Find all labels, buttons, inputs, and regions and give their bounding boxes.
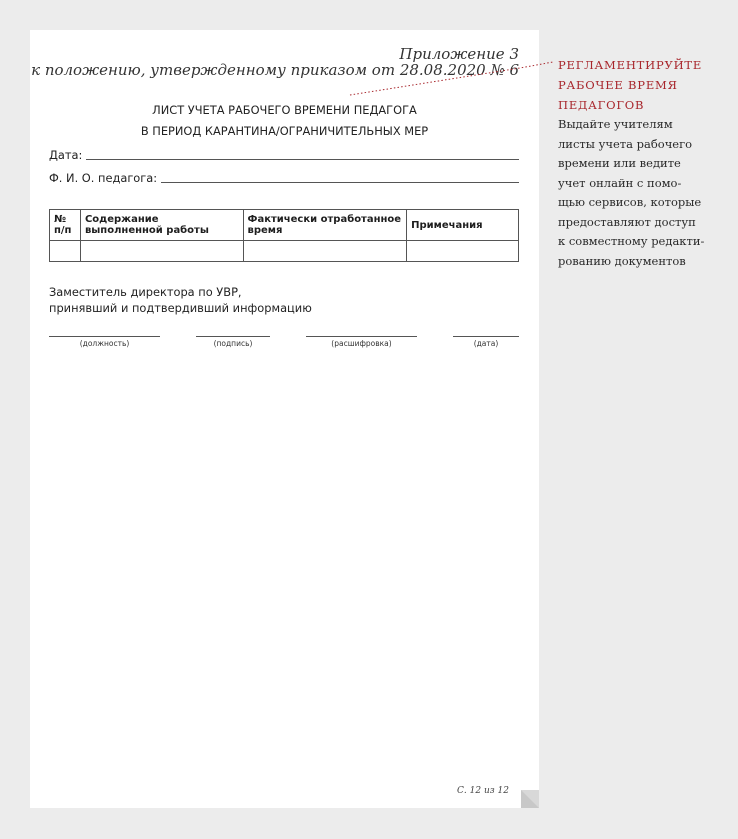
signoff-line-2: принявший и подтвердивший информацию xyxy=(49,301,312,315)
appendix-order: к положению, утвержденному приказом от 28.08.2020 № 6 xyxy=(31,61,519,79)
margin-note xyxy=(558,55,733,271)
note-body-line: времени или ведите xyxy=(558,156,681,170)
header-number: № п/п xyxy=(50,210,81,241)
header-work-content: Содержание выполненной работы xyxy=(80,210,243,241)
note-body-line: Выдайте учителям xyxy=(558,117,673,131)
note-body-line: предоставляют доступ xyxy=(558,214,696,229)
note-heading-line: ПЕДАГОГОВ xyxy=(558,98,645,112)
header-notes: Примечания xyxy=(407,210,519,241)
note-body-line: к совместному редакти- xyxy=(558,234,705,248)
title-line-2: В ПЕРИОД КАРАНТИНА/ОГРАНИЧИТЕЛЬНЫХ МЕР xyxy=(140,124,429,138)
page-number: С. 12 из 12 xyxy=(457,786,509,796)
signoff-line-1: Заместитель директора по УВР, xyxy=(49,285,242,299)
signature-caption: (должность) xyxy=(79,339,130,348)
note-heading xyxy=(558,55,733,115)
date-label: Дата: xyxy=(49,148,83,162)
note-heading-line: РЕГЛАМЕНТИРУЙТЕ xyxy=(558,58,703,72)
note-body-line: учет онлайн с помо- xyxy=(558,175,682,190)
signature-caption: (расшифровка) xyxy=(331,339,392,348)
signature-caption: (дата) xyxy=(473,339,499,348)
teacher-label: Ф. И. О. педагога: xyxy=(49,171,158,185)
note-body-line: щью сервисов, которые xyxy=(558,195,702,209)
note-heading-line: РАБОЧЕЕ ВРЕМЯ xyxy=(558,78,678,92)
note-body xyxy=(558,115,733,271)
appendix-number: Приложение 3 xyxy=(399,45,519,63)
signature-caption: (подпись) xyxy=(213,339,253,348)
note-body-line: листы учета рабочего xyxy=(558,136,693,151)
title-line-1: ЛИСТ УЧЕТА РАБОЧЕГО ВРЕМЕНИ ПЕДАГОГА xyxy=(152,103,417,117)
header-actual-time: Фактически отработанное время xyxy=(243,210,407,241)
note-body-line: рованию документов xyxy=(558,253,686,268)
